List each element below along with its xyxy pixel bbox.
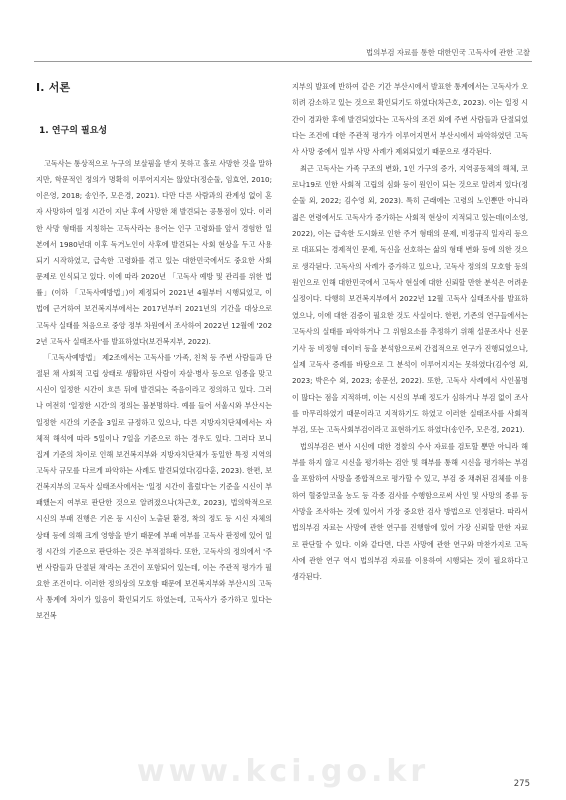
body-paragraph: 고독사는 통상적으로 누구의 보살핌을 받지 못하고 홀로 사망한 것을 말하지만, 학문적인 정의가 명확히 이루어지지는 않았다(정순둘, 임효연, 2010; 이은영, 2018; 송인주, 모은경, 2021). 다만 다른 사람과의 관계성 없이 혼자 사망하여 일정 시간이 지난 후에 사망한 채 발견되는 공통점이 있다. 이러한 사망 형태를 지칭하는 고독사라는 용어는 인구 고령화를 앞서 경험한 일본에서 1980년대 이후 독거노인이 사후에 발견되는 사회 현상을 두고 사용되기 시작하였고, 급속한 고령화를 겪고 있는 대한민국에서도 중요한 사회 문제로 인식되고 있다. 이에 따라 2020년 「고독사 예방 및 관리를 위한 법률」(이하 「고독사예방법」)이 제정되어 2021년 4월부터 시행되었고, 이 법에 근거하여 보건복지부에서는 2017년부터 2021년의 기간을 대상으로 고독사 실태를 처음으로 중앙 정부 차원에서 조사하여 2022년 12월에 '2022년 고독사 실태조사'를 발표하였다(보건복지부, 2022). (36, 159, 272, 346)
body-paragraph: 「고독사예방법」 제2조에서는 고독사를 '가족, 친척 등 주변 사람들과 단절된 채 사회적 고립 상태로 생활하던 사람이 자살·병사 등으로 임종을 맞고 시신이 일정한 시간이 흐른 뒤에 발견되는 죽음이라고 정의하고 있다. 그러나 여전히 '일정한 시간'의 정의는 불분명하다. 예를 들어 서울시와 부산시는 일정한 시간의 기준을 3일로 규정하고 있으나, 다른 지방자치단체에서는 자체적 해석에 따라 5일이나 7일을 기준으로 하는 경우도 있다. 그러다 보니 집계 기준의 차이로 인해 보건복지부와 지방자치단체가 동일한 특정 지역의 고독사 규모를 다르게 파악하는 사례도 발견되었다(김다훈, 2023). 한편, 보건복지부의 고독사 실태조사에서는 '일정 시간이 흘렀다'는 기준을 시신이 부패했는지 여부로 판단한 것으로 알려졌으나(차근호, 2023), 법의학적으로 시신의 부패 진행은 기온 등 시신이 노출된 환경, 착의 정도 등 시신 자체의 상태 등에 의해 크게 영향을 받기 때문에 부패 여부를 고독사 판정에 있어 일정 시간의 기준으로 판단하는 것은 부적절하다. 또한, 고독사의 정의에서 '주변 사람들과 단절된 채'라는 조건이 포함되어 있는데, 이는 주관적 평가가 필요한 조건이다. 이러한 정의상의 모호함 때문에 보건복지부와 부산시의 고독사 통계에 차이가 있음이 확인되기도 하였는데, 고독사가 증가하고 있다는 보건복 (36, 352, 272, 621)
running-header: 법의부검 자료를 통한 대한민국 고독사에 관한 고찰 (365, 48, 530, 57)
right-column (292, 79, 528, 586)
section-title: Ⅰ. 서론 (36, 81, 71, 94)
watermark: www.kci.go.kr (136, 754, 430, 789)
header-divider (34, 61, 532, 62)
body-paragraph: 최근 고독사는 가족 구조의 변화, 1인 가구의 증가, 지역공동체의 해체, 코로나19로 인한 사회적 고립의 심화 등이 원인이 되는 것으로 알려져 있다(정순둘 외, 2022; 김수영 외, 2023). 특히 근래에는 고령의 노인뿐만 아니라 젊은 연령에서도 고독사가 증가하는 사회적 현상이 지적되고 있는데(이소영, 2022), 이는 급속한 도시화로 인한 주거 형태의 문제, 비정규직 일자리 등으로 대표되는 경제적인 문제, 독신을 선호하는 삶의 형태 변화 등에 의한 것으로 생각된다. 고독사의 사례가 증가하고 있으나, 고독사 정의의 모호함 등의 원인으로 인해 대한민국에서 고독사 현실에 대한 신뢰할 만한 분석은 어려운 실정이다. 다행히 보건복지부에서 2022년 12월 고독사 실태조사를 발표하였으나, 이에 대한 검증이 필요한 것도 사실이다. 한편, 기존의 연구들에서는 고독사의 실태를 파악하거나 그 위험요소를 추정하기 위해 설문조사나 신문기사 등 비정형 데이터 등을 분석함으로써 간접적으로 연구가 진행되었으나, 실제 고독사 증례를 바탕으로 그 분석이 이루어지지는 못하였다(김수영 외, 2023; 박은수 외, 2023; 송문선, 2022). 또한, 고독사 사례에서 사인불명이 많다는 점을 지적하며, 이는 시신의 부패 정도가 심하거나 부검 없이 조사를 마무리하였기 때문이라고 지적하기도 하였고 이러한 실태조사를 사회적 부검, 또는 고독사회부검이라고 표현하기도 하였다(송인주, 모은경, 2021). (292, 163, 528, 435)
body-paragraph: 지부의 발표에 반하여 같은 기간 부산시에서 발표한 통계에서는 고독사가 오히려 감소하고 있는 것으로 확인되기도 하였다(차근호, 2023). 이는 일정 시간이 경과한 후에 발견되었다는 고독사의 조건 외에 주변 사람들과 단절되었다는 조건에 대한 주관적 평가가 이루어지면서 부산시에서 파악하였던 고독사 사망 중에서 일부 사망 사례가 제외되었기 때문으로 생각된다. (292, 82, 528, 157)
body-paragraph: 법의부검은 변사 시신에 대한 경찰의 수사 자료를 검토할 뿐만 아니라 해부를 하지 않고 시신을 평가하는 검안 및 해부를 통해 시신을 평가하는 부검을 포함하여 사망을 종합적으로 평가할 수 있고, 부검 중 채취된 검체를 이용하여 혈중알코올 농도 등 각종 검사를 수행함으로써 사인 및 사망의 종류 등 사망을 조사하는 것에 있어서 가장 중요한 검사 방법으로 인정된다. 따라서 법의부검 자료는 사망에 관한 연구를 진행함에 있어 가장 신뢰할 만한 자료로 판단할 수 있다. 이와 같다면, 다른 사망에 관한 연구와 마찬가지로 고독사에 관한 연구 역시 법의부검 자료를 이용하여 시행되는 것이 필요하다고 생각된다. (292, 441, 528, 582)
subsection-title: 1. 연구의 필요성 (39, 126, 108, 136)
page-number: 275 (513, 779, 530, 789)
left-column (36, 79, 272, 625)
